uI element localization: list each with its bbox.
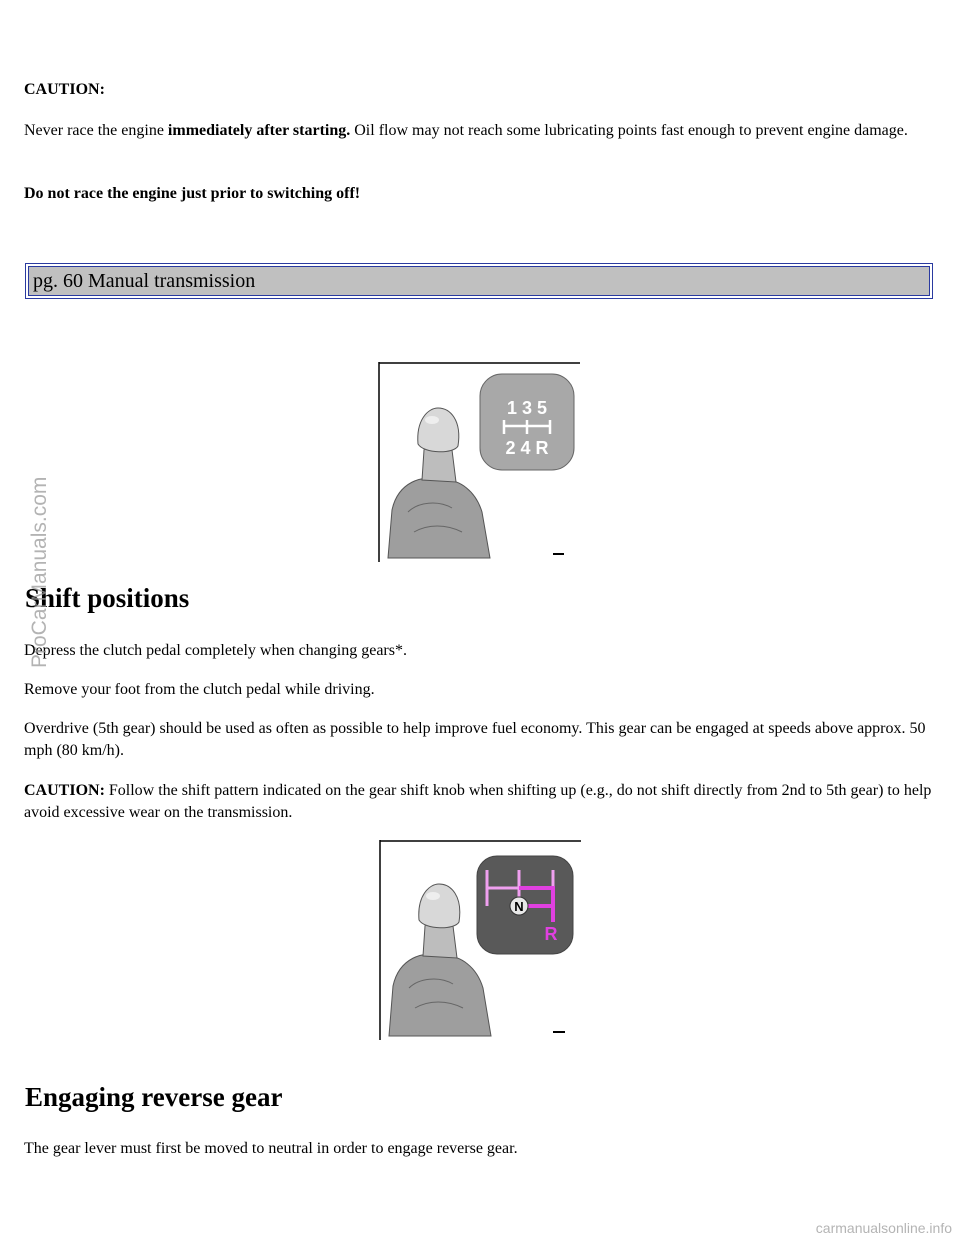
caution-text-a: Never race the engine xyxy=(24,122,168,139)
caution-text-c: Oil flow may not reach some lubricating points fast enough to prevent engine damage. xyxy=(350,122,908,139)
reverse-gear-figure xyxy=(379,840,581,1040)
neutral-position-label: N xyxy=(514,899,524,914)
footer-watermark: carmanualsonline.info xyxy=(815,1220,952,1236)
gear-shift-illustration xyxy=(378,362,580,562)
gear-shift-pattern-figure xyxy=(378,362,580,562)
reverse-gear-heading: Engaging reverse gear xyxy=(25,1082,283,1112)
shift-caution-text: Follow the shift pattern indicated on the gear shift knob when shifting up (e.g., do not shift directly from 2nd to 5th gear) to help avoid excessive wear on the transmission. xyxy=(24,782,932,821)
reverse-position-label: R xyxy=(544,924,558,944)
shift-positions-heading: Shift positions xyxy=(25,583,190,613)
shift-pattern-bottom-label: 2 4 R xyxy=(505,438,549,458)
reverse-gear-illustration xyxy=(379,840,581,1040)
depress-clutch-text: Depress the clutch pedal completely when changing gears*. xyxy=(24,642,407,659)
neutral-first-text: The gear lever must first be moved to neutral in order to engage reverse gear. xyxy=(24,1140,518,1157)
caution-title: CAUTION: xyxy=(24,81,105,98)
shift-pattern-top-label: 1 3 5 xyxy=(506,398,548,418)
overdrive-text: Overdrive (5th gear) should be used as often as possible to help improve fuel economy. This gear can be engaged at speeds above approx. 50 mph (80 km/h). xyxy=(24,720,926,759)
shift-caution-label: CAUTION: xyxy=(24,782,105,799)
caution-paragraph xyxy=(24,120,924,142)
caution-warning: Do not race the engine just prior to switching off! xyxy=(24,185,361,202)
caution-emphasis: immediately after starting. xyxy=(167,122,351,139)
shift-caution-paragraph xyxy=(24,780,934,824)
remove-foot-text: Remove your foot from the clutch pedal while driving. xyxy=(24,681,375,698)
page-header-bar xyxy=(25,263,933,299)
page-header-title: pg. 60 Manual transmission xyxy=(28,266,930,296)
side-watermark: ProCarManuals.com xyxy=(28,476,51,668)
